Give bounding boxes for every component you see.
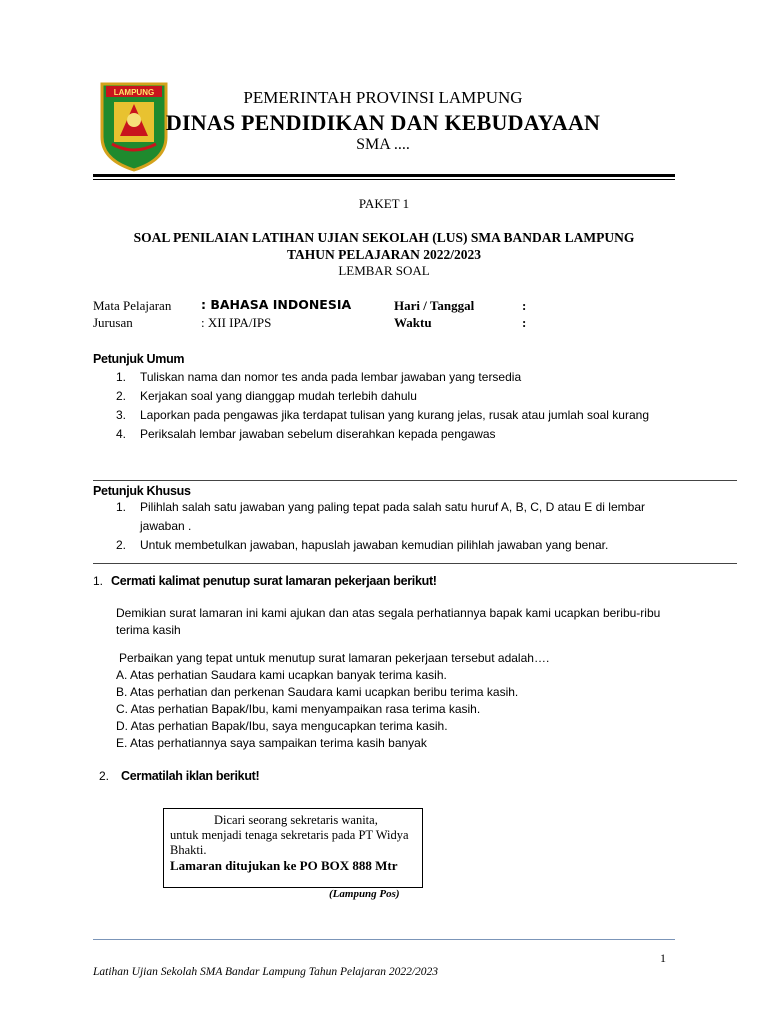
doc-subtitle: LEMBAR SOAL — [338, 263, 430, 278]
hari-value: : — [522, 298, 527, 313]
advertisement-box — [163, 808, 423, 888]
doc-title: SOAL PENILAIAN LATIHAN UJIAN SEKOLAH (LUS) SMA BANDAR LAMPUNG — [133, 230, 635, 245]
petunjuk-khusus-list — [116, 498, 676, 555]
answer-options — [116, 667, 518, 752]
ad-source: (Lampung Pos) — [329, 888, 400, 900]
header-school: SMA .... — [356, 136, 410, 153]
answer-option-a[interactable]: A. Atas perhatian Saudara kami ucapkan banyak terima kasih. — [116, 668, 447, 682]
mapel-label: Mata Pelajaran — [93, 298, 172, 313]
list-item: 2. Kerjakan soal yang dianggap mudah terlebih dahulu — [116, 389, 417, 403]
jurusan-label: Jurusan — [93, 315, 133, 330]
question-text: Perbaikan yang tepat untuk menutup surat lamaran pekerjaan tersebut adalah…. — [119, 651, 550, 665]
section-divider — [93, 480, 737, 481]
petunjuk-khusus-heading: Petunjuk Khusus — [93, 484, 191, 498]
list-item: 1. Tuliskan nama dan nomor tes anda pada lembar jawaban yang tersedia — [116, 370, 522, 384]
answer-option-d[interactable]: D. Atas perhatian Bapak/Ibu, saya mengucapkan terima kasih. — [116, 719, 448, 733]
petunjuk-umum-list — [116, 368, 676, 444]
answer-option-b[interactable]: B. Atas perhatian dan perkenan Saudara kami ucapkan beribu terima kasih. — [116, 685, 519, 699]
answer-option-c[interactable]: C. Atas perhatian Bapak/Ibu, kami menyampaikan rasa terima kasih. — [116, 702, 481, 716]
ad-line: Dicari seorang sekretaris wanita, — [214, 813, 378, 827]
footer-text: Latihan Ujian Sekolah SMA Bandar Lampung Tahun Pelajaran 2022/2023 — [93, 966, 439, 978]
header-divider-thin — [93, 179, 675, 180]
header-divider — [93, 174, 675, 177]
petunjuk-umum-heading: Petunjuk Umum — [93, 352, 185, 366]
footer-divider — [93, 939, 675, 940]
header-agency: DINAS PENDIDIKAN DAN KEBUDAYAAN — [165, 110, 601, 135]
header-province: PEMERINTAH PROVINSI LAMPUNG — [243, 88, 523, 107]
question-prompt: Cermatilah iklan berikut! — [121, 769, 260, 783]
mapel-value: : BAHASA INDONESIA — [201, 297, 352, 312]
list-item: 1. Pilihlah salah satu jawaban yang paling tepat pada salah satu huruf A, B, C, D atau E di lembar jawaban . — [116, 500, 645, 533]
list-item: 2. Untuk membetulkan jawaban, hapuslah jawaban kemudian pilihlah jawaban yang benar. — [116, 538, 609, 552]
question-number: 1. — [93, 574, 104, 588]
list-item: 4. Periksalah lembar jawaban sebelum diserahkan kepada pengawas — [116, 427, 496, 441]
waktu-value: : — [522, 315, 527, 330]
doc-year: TAHUN PELAJARAN 2022/2023 — [286, 247, 481, 262]
section-divider — [93, 563, 737, 564]
jurusan-value: : XII IPA/IPS — [201, 315, 272, 330]
hari-label: Hari / Tanggal — [394, 298, 475, 313]
question-prompt: Cermati kalimat penutup surat lamaran pekerjaan berikut! — [111, 574, 437, 588]
question-number: 2. — [99, 769, 110, 783]
ad-line-bold: Lamaran ditujukan ke PO BOX 888 Mtr — [170, 858, 398, 873]
ad-line: untuk menjadi tenaga sekretaris pada PT Widya Bhakti. — [170, 828, 409, 857]
question-quote: Demikian surat lamaran ini kami ajukan dan atas segala perhatiannya bapak kami ucapkan beribu-ribu terima kasih — [116, 606, 661, 637]
list-item: 3. Laporkan pada pengawas jika terdapat tulisan yang kurang jelas, rusak atau jumlah soal kurang — [116, 408, 649, 422]
answer-option-e[interactable]: E. Atas perhatiannya saya sampaikan terima kasih banyak — [116, 736, 427, 750]
page-number: 1 — [660, 951, 666, 965]
svg-text:LAMPUNG: LAMPUNG — [113, 88, 155, 97]
paket-label: PAKET 1 — [358, 196, 410, 211]
waktu-label: Waktu — [394, 315, 432, 330]
